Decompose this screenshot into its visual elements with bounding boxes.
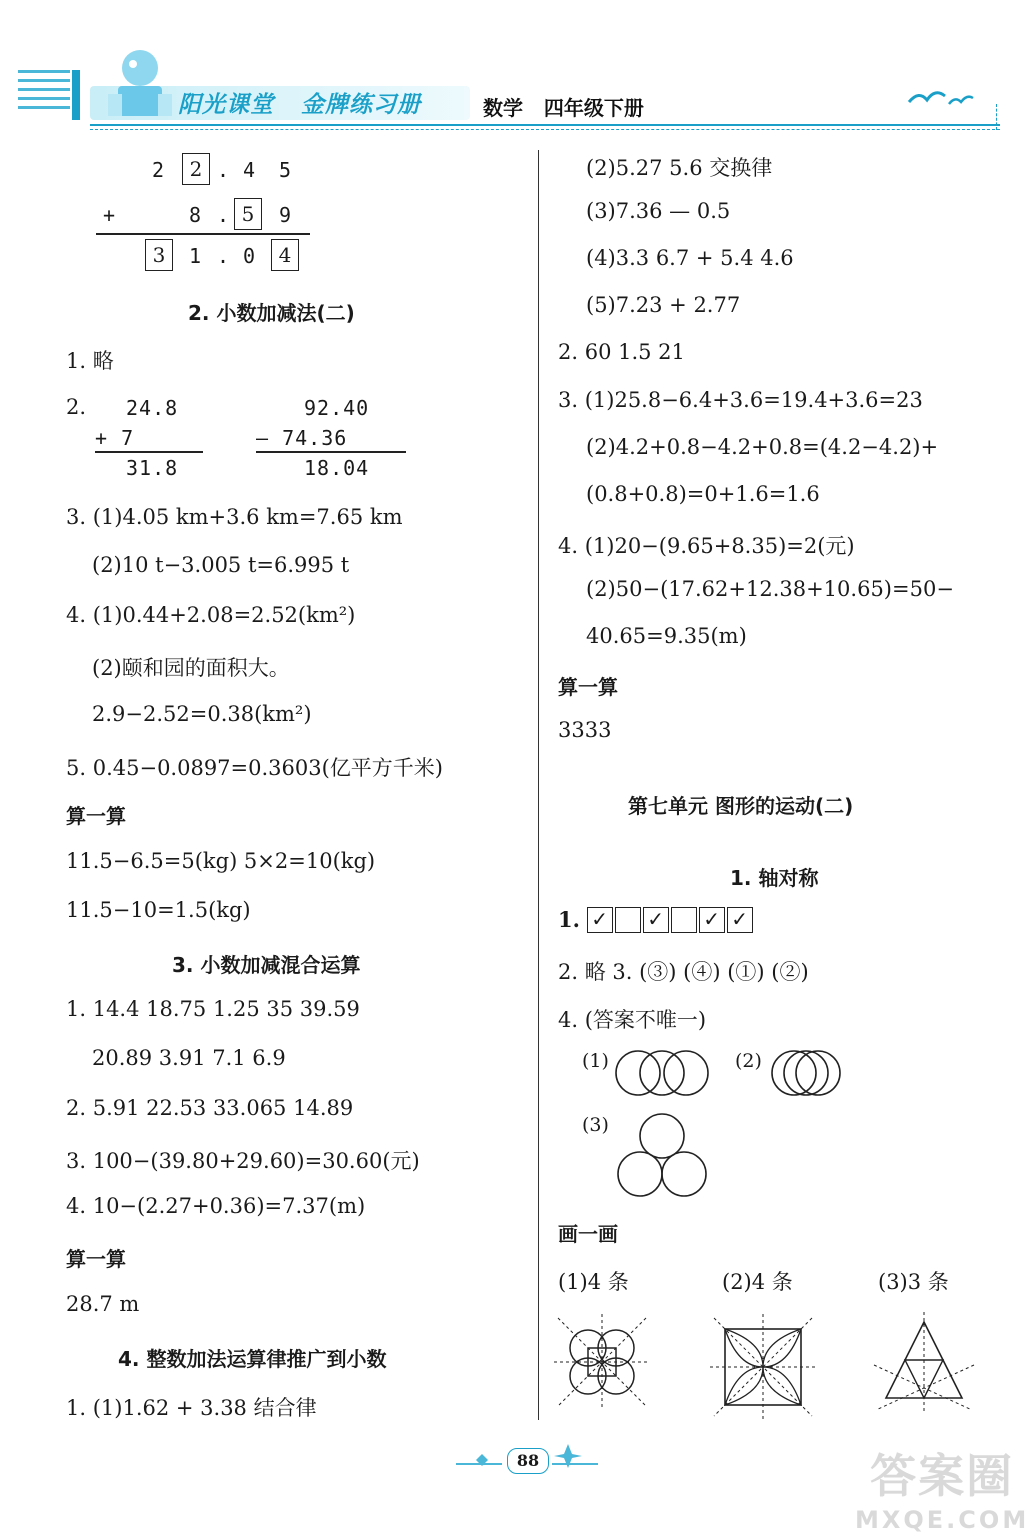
answer-line: 20.89 3.91 7.1 6.9 xyxy=(92,1046,286,1070)
header-rule xyxy=(90,124,1000,126)
header-rule-dotted xyxy=(90,129,1000,130)
page-number: 88 xyxy=(507,1448,549,1474)
header-accent-bar xyxy=(72,70,80,120)
birds-icon xyxy=(905,82,985,112)
subtrahend: — 74.36 xyxy=(256,426,348,450)
header-brand: 阳光课堂 金牌练习册 xyxy=(178,92,422,118)
answer-line: (2)颐和园的面积大。 xyxy=(92,656,290,680)
calc-title: 算一算 xyxy=(66,804,126,828)
answer-line: (4)3.3 6.7 + 5.4 4.6 xyxy=(586,246,794,270)
answer-line: 1. 14.4 18.75 1.25 35 39.59 xyxy=(66,997,360,1021)
question-number: 1. xyxy=(558,907,580,932)
three-circles-overlap-figure xyxy=(766,1048,846,1098)
answer-line: 1. (1)1.62 + 3.38 结合律 xyxy=(66,1396,317,1420)
watermark-text: 答案圈 xyxy=(870,1449,1015,1503)
question-number: 2. xyxy=(66,395,87,419)
answer-line: 2. 60 1.5 21 xyxy=(558,340,685,364)
section-title: 1. 轴对称 xyxy=(730,866,819,890)
digit: . xyxy=(217,203,231,227)
draw-title: 画一画 xyxy=(558,1222,618,1246)
answer-line: 28.7 m xyxy=(66,1292,140,1316)
check-box xyxy=(615,907,641,933)
digit: . xyxy=(217,244,231,268)
section-title: 3. 小数加减混合运算 xyxy=(172,953,361,977)
unit-title: 第七单元 图形的运动(二) xyxy=(628,794,854,818)
answer-line: 3. (1)4.05 km+3.6 km=7.65 km xyxy=(66,505,403,529)
draw-label: (3)3 条 xyxy=(878,1270,949,1294)
answer-line: 1. 略 xyxy=(66,349,114,373)
circles-square-symmetry-figure xyxy=(552,1312,652,1412)
answer-line: 2. 5.91 22.53 33.065 14.89 xyxy=(66,1096,354,1120)
answer-line: 3. 100−(39.80+29.60)=30.60(元) xyxy=(66,1149,420,1173)
answer-line: (2)5.27 5.6 交换律 xyxy=(586,156,773,180)
answer-line: 4. 10−(2.27+0.36)=7.37(m) xyxy=(66,1194,366,1218)
check-box xyxy=(671,907,697,933)
answer-line: 4. (1)0.44+2.08=2.52(km²) xyxy=(66,603,356,627)
digit: 5 xyxy=(279,158,293,182)
answer-line: 4. (1)20−(9.65+8.35)=2(元) xyxy=(558,534,855,558)
three-circles-row-figure xyxy=(612,1048,712,1098)
digit: 9 xyxy=(279,203,293,227)
plus-sign: + xyxy=(103,203,117,227)
digit: 8 xyxy=(189,203,203,227)
answer-line: 2.9−2.52=0.38(km²) xyxy=(92,702,312,726)
difference: 18.04 xyxy=(304,456,370,480)
addend: + 7 xyxy=(95,426,135,450)
header-stripes xyxy=(18,70,70,120)
column-divider xyxy=(538,150,539,1420)
answer-line: 2. 略 3. (③) (④) (①) (②) xyxy=(558,960,809,984)
sum-line xyxy=(95,451,203,453)
figure-label: (1) xyxy=(582,1050,609,1072)
answer-line: 3. (1)25.8−6.4+3.6=19.4+3.6=23 xyxy=(558,388,923,412)
draw-label: (1)4 条 xyxy=(558,1270,629,1294)
answer-line: (5)7.23 + 2.77 xyxy=(586,293,741,317)
answer-line: (0.8+0.8)=0+1.6=1.6 xyxy=(586,482,820,506)
figure-label: (3) xyxy=(582,1114,609,1136)
check-box: ✓ xyxy=(699,907,725,933)
difference-line xyxy=(256,451,406,453)
boxed-digit: 4 xyxy=(271,239,299,271)
watermark-url: MXQE.COM xyxy=(855,1506,1030,1534)
square-leaves-symmetry-figure xyxy=(708,1312,818,1422)
figure-label: (2) xyxy=(735,1050,762,1072)
boxed-digit: 3 xyxy=(145,239,173,271)
digit: 4 xyxy=(243,158,257,182)
calc-title: 算一算 xyxy=(66,1247,126,1271)
draw-label: (2)4 条 xyxy=(722,1270,793,1294)
answer-line: (2)10 t−3.005 t=6.995 t xyxy=(92,553,350,577)
digit: 0 xyxy=(243,244,257,268)
check-box: ✓ xyxy=(587,907,613,933)
check-box: ✓ xyxy=(643,907,669,933)
check-box: ✓ xyxy=(727,907,753,933)
digit: 2 xyxy=(152,158,166,182)
checkbox-answer-row xyxy=(558,906,755,933)
three-circles-triangle-figure xyxy=(612,1112,712,1202)
answer-line: 11.5−10=1.5(kg) xyxy=(66,898,251,922)
mascot-logo-icon xyxy=(100,40,180,120)
boxed-digit: 5 xyxy=(234,198,262,230)
header-rule-end xyxy=(996,104,999,130)
digit: . xyxy=(217,158,231,182)
digit: 1 xyxy=(189,244,203,268)
boxed-digit: 2 xyxy=(182,153,210,185)
section-title: 2. 小数加减法(二) xyxy=(188,301,355,325)
answer-line: (2)4.2+0.8−4.2+0.8=(4.2−4.2)+ xyxy=(586,435,939,459)
sum: 31.8 xyxy=(126,456,179,480)
calc-title: 算一算 xyxy=(558,675,618,699)
answer-line: 11.5−6.5=5(kg) 5×2=10(kg) xyxy=(66,849,376,873)
answer-line: 40.65=9.35(m) xyxy=(586,624,747,648)
answer-line: (3)7.36 — 0.5 xyxy=(586,199,731,223)
header-subject-grade: 数学 四年级下册 xyxy=(483,96,644,120)
answer-line: 5. 0.45−0.0897=0.3603(亿平方千米) xyxy=(66,756,444,780)
sum-line xyxy=(96,233,310,235)
answer-line: (2)50−(17.62+12.38+10.65)=50− xyxy=(586,577,954,601)
answer-line: 4. (答案不唯一) xyxy=(558,1008,707,1032)
addend: 24.8 xyxy=(126,396,179,420)
triangle-symmetry-figure xyxy=(872,1310,976,1414)
watermark xyxy=(855,1440,1029,1534)
section-title: 4. 整数加法运算律推广到小数 xyxy=(118,1347,387,1371)
minuend: 92.40 xyxy=(304,396,370,420)
answer-line: 3333 xyxy=(558,718,612,742)
